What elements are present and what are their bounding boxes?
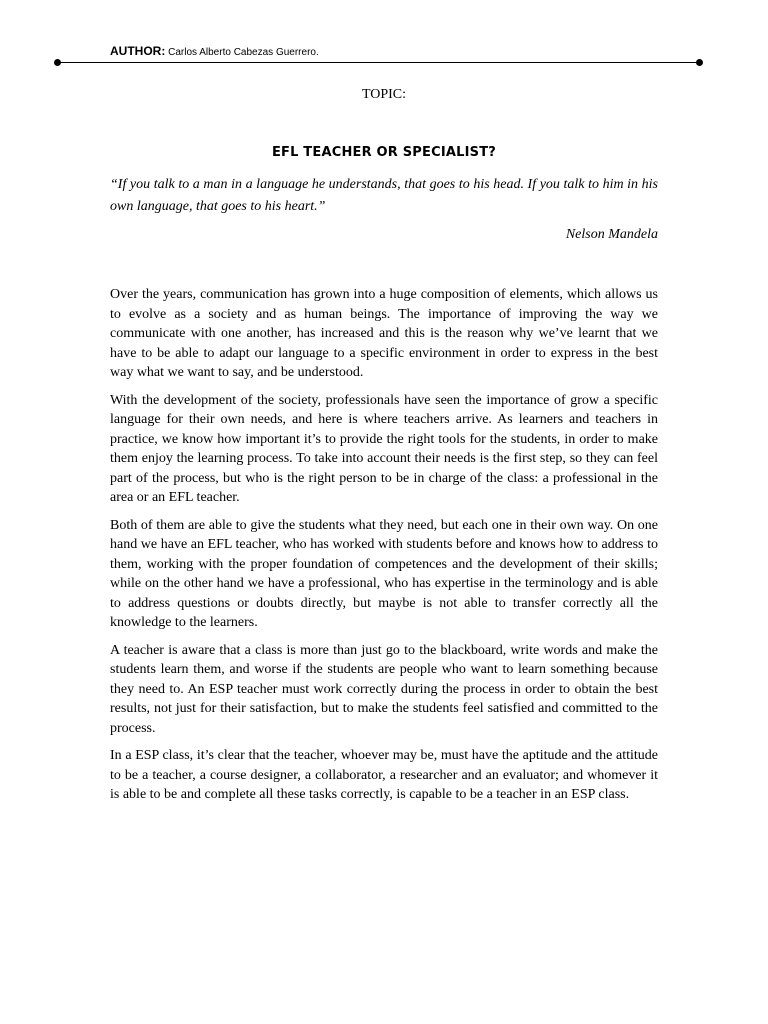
body-text	[110, 285, 658, 813]
paragraph: Over the years, communication has grown into a huge composition of elements, which allows us to evolve as a society and as human beings. The importance of improving the way we communicate with one another, has increased and this is the reason why we’ve learnt that we have to be able to adapt our language to a specific environment in order to express in the best way what we want to say, and be understood.	[110, 287, 658, 380]
rule-right-dot	[696, 59, 703, 66]
epigraph-quote: “If you talk to a man in a language he understands, that goes to his head. If you talk to him in his own language, that goes to his heart.”	[110, 177, 658, 214]
paragraph: Both of them are able to give the students what they need, but each one in their own way. On one hand we have an EFL teacher, who has worked with students before and knows how to address to them, working with the proper foundation of competences and the development of their skills; while on the other hand we have a professional, who has expertise in the terminology and is able to address questions or doubts directly, but maybe is not able to transfer correctly all the knowledge to the learners.	[110, 517, 658, 630]
paragraph: In a ESP class, it’s clear that the teacher, whoever may be, must have the aptitude and the attitude to be a teacher, a course designer, a collaborator, a researcher and an evaluator; and whomever it is able to be and complete all these tasks correctly, is capable to be a teacher in an ESP class.	[110, 748, 658, 802]
paragraph: With the development of the society, professionals have seen the importance of grow a specific language for their own needs, and here is where teachers arrive. As learners and teachers in practice, we know how important it’s to provide the right tools for the students, in order to make them enjoy the learning process. To take into account their needs is the first step, so they can feel part of the process, but who is the right person to be in charge of the class: a professional in the area or an EFL teacher.	[110, 392, 658, 505]
topic-label: TOPIC:	[361, 87, 407, 102]
author-line	[110, 44, 319, 58]
page-title: EFL TEACHER OR SPECIALIST?	[271, 145, 497, 160]
author-name: Carlos Alberto Cabezas Guerrero.	[168, 47, 319, 58]
quote-author: Nelson Mandela	[565, 227, 658, 242]
header-rule	[57, 62, 700, 63]
author-label: AUTHOR:	[110, 44, 166, 58]
paragraph: A teacher is aware that a class is more than just go to the blackboard, write words and make the students learn them, and worse if the students are people who want to learn something because they need to. An ESP teacher must work correctly during the process in order to obtain the best results, not just for their satisfaction, but to make the students feel satisfied and committed to the process.	[110, 642, 658, 736]
